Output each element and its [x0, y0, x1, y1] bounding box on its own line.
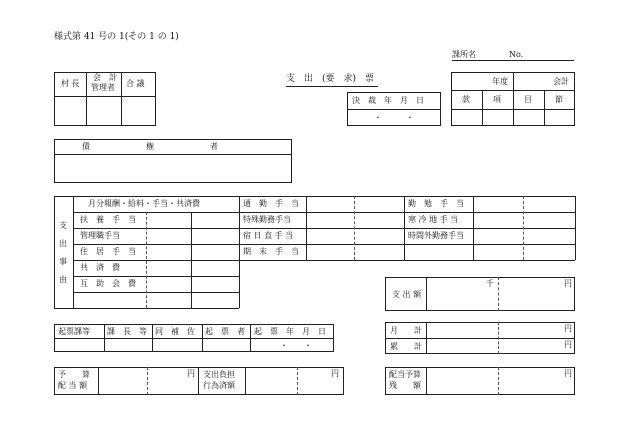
- cumulative-yen-unit: 円: [564, 340, 572, 349]
- drafting-date-label: 起 票 年 月 日: [254, 327, 326, 336]
- form-number: 様式第 41 号の 1(その 1 の 1): [54, 32, 179, 42]
- monthly-total-label: 月 計: [390, 326, 422, 335]
- thousand-unit: 千: [486, 279, 494, 288]
- setsu-label: 節: [555, 95, 563, 104]
- yen-unit: 円: [564, 279, 572, 288]
- reason-header: 月分報酬・給料・手当・共済費: [88, 199, 200, 208]
- village-head-label: 村 長: [61, 79, 80, 88]
- commit-yen: 円: [331, 369, 339, 378]
- mutual-aid-cost-label: 共 済 費: [80, 263, 120, 272]
- remain-yen: 円: [564, 369, 572, 378]
- special-duty-allowance-label: 特殊勤務手当: [243, 215, 291, 224]
- commit-label-1: 支出負担: [203, 370, 235, 379]
- kou-label: 項: [493, 95, 501, 104]
- kan-label: 款: [462, 95, 470, 104]
- decision-date-label: 決 裁 年 月 日: [352, 96, 424, 105]
- remain-label-1: 配当予算: [389, 370, 421, 379]
- creditor-label: 債 権 者: [82, 142, 218, 151]
- council-label: 合 議: [126, 79, 145, 88]
- remain-label-2: 残 額: [389, 381, 421, 390]
- section-label: 課所名: [452, 50, 476, 59]
- payment-amount-label: 支 出 額: [392, 290, 422, 299]
- diligence-allowance-label: 勤 勉 手 当: [408, 199, 464, 208]
- title-underline: [286, 86, 378, 87]
- assistant-label: 同 補 佐: [155, 327, 195, 336]
- dependent-allowance-label: 扶 養 手 当: [80, 215, 136, 224]
- section-underline: [452, 60, 574, 61]
- form-title: 支 出 (要 求) 票: [286, 74, 375, 84]
- drafter-label: 起 票 者: [205, 327, 245, 336]
- decision-date-dots: ・ ・: [374, 113, 414, 122]
- budget-alloc-label-1: 予 算: [58, 370, 90, 379]
- cold-area-allowance-label: 寒 冷 地 手 当: [408, 215, 459, 224]
- account-label: 会計: [553, 77, 569, 86]
- reason-vertical-3: 事: [59, 257, 67, 266]
- moku-label: 目: [524, 95, 532, 104]
- drafting-dept-label: 起票課等: [58, 327, 90, 336]
- drafting-date-dots: ・ ・: [280, 341, 312, 350]
- section-chief-label: 課 長 等: [107, 327, 147, 336]
- budget-alloc-label-2: 配 当 額: [58, 381, 88, 390]
- monthly-yen-unit: 円: [564, 324, 572, 333]
- accountant-label-2: 管理者: [91, 83, 115, 92]
- reason-vertical-2: 出: [59, 239, 67, 248]
- mutual-aid-association-label: 互 助 会 費: [80, 279, 136, 288]
- cumulative-total-label: 累 計: [390, 342, 422, 351]
- manager-allowance-label: 管理職手当: [80, 231, 120, 240]
- term-end-allowance-label: 期 末 手 当: [243, 247, 299, 256]
- night-duty-allowance-label: 宿 日 直 手 当: [243, 231, 294, 240]
- housing-allowance-label: 住 居 手 当: [80, 247, 136, 256]
- overtime-allowance-label: 時間外勤務手当: [408, 231, 464, 240]
- reason-vertical-4: 由: [59, 275, 67, 284]
- commute-allowance-label: 通 勤 手 当: [243, 199, 299, 208]
- budget-alloc-yen: 円: [187, 369, 195, 378]
- no-label: No.: [509, 50, 524, 59]
- accountant-label-1: 会 計: [93, 73, 117, 82]
- reason-vertical-1: 支: [59, 221, 67, 230]
- commit-label-2: 行為済額: [203, 381, 235, 390]
- fiscal-year-label: 年度: [492, 77, 508, 86]
